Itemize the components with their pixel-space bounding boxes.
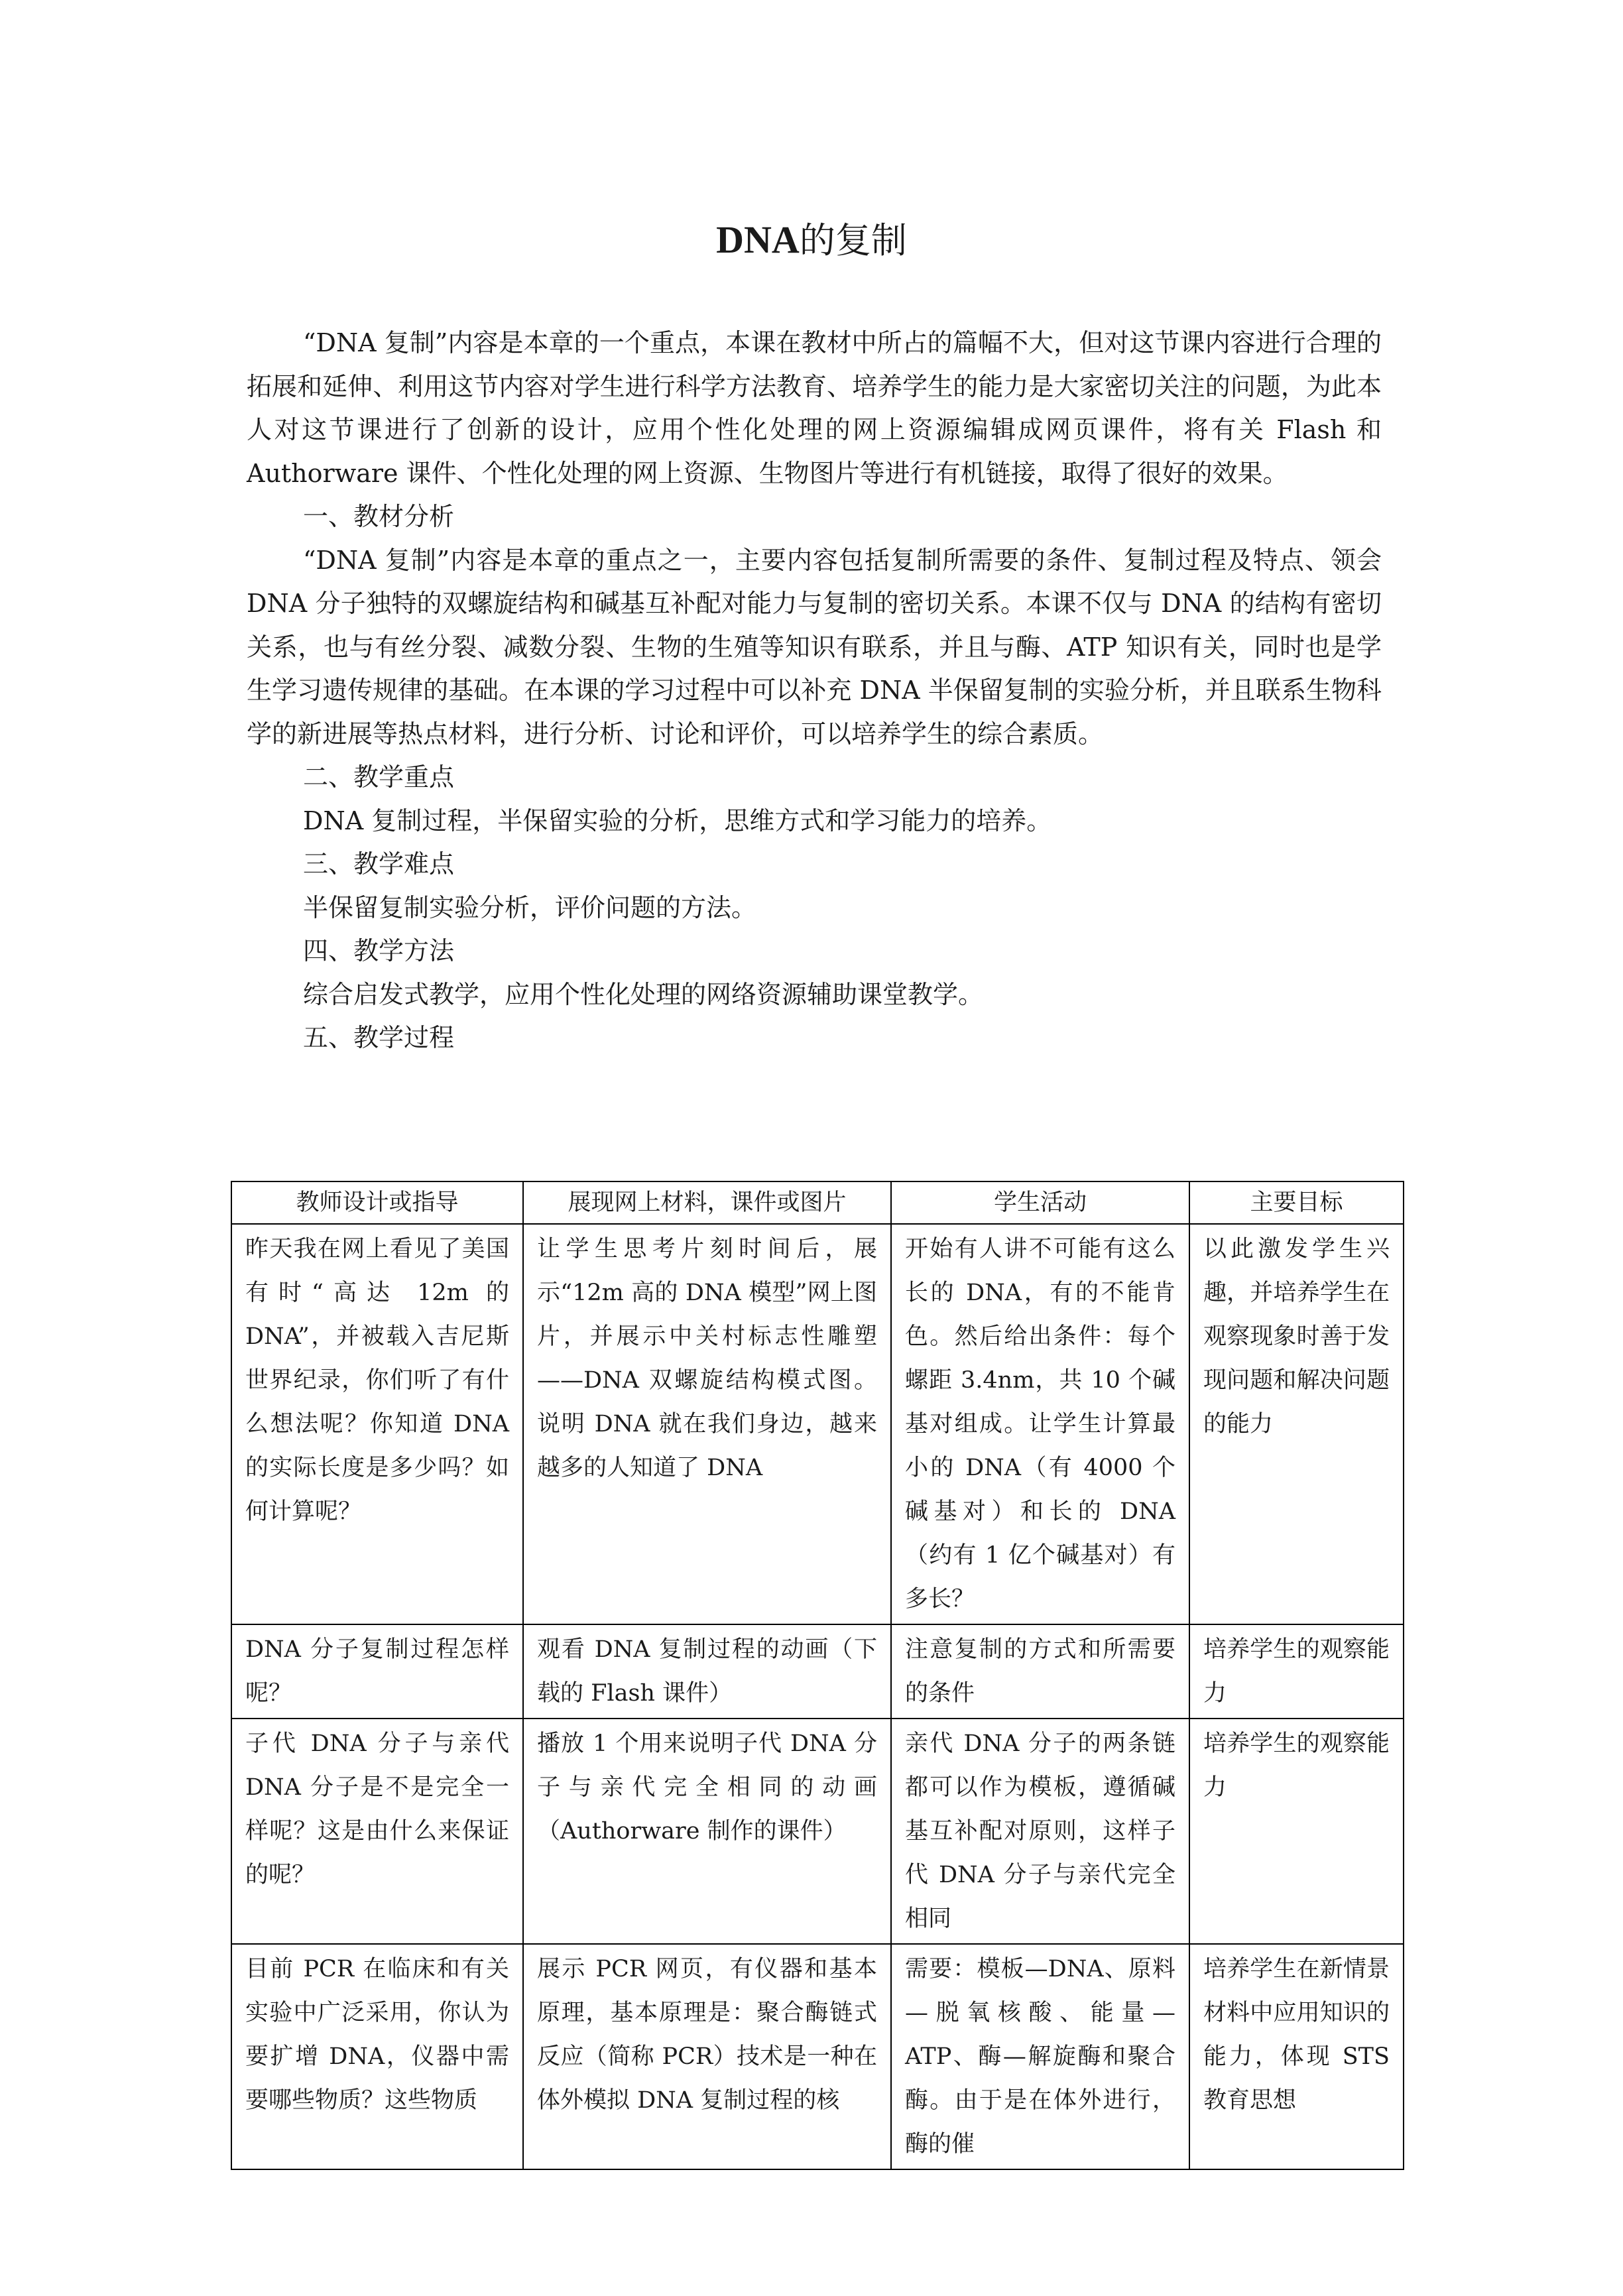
table-cell: 培养学生的观察能力	[1189, 1719, 1404, 1944]
table-row	[231, 1944, 1404, 2169]
table-cell: 以此激发学生兴趣，并培养学生在观察现象时善于发现问题和解决问题的能力	[1189, 1224, 1404, 1624]
page-title	[0, 213, 1623, 267]
table-cell: 注意复制的方式和所需要的条件	[891, 1624, 1189, 1719]
table-header-cell: 教师设计或指导	[231, 1181, 523, 1224]
section-text-2: DNA 复制过程，半保留实验的分析，思维方式和学习能力的培养。	[303, 806, 1052, 835]
table-cell: 让学生思考片刻时间后，展示“12m 高的 DNA 模型”网上图片，并展示中关村标志性雕塑——DNA 双螺旋结构模式图。说明 DNA 就在我们身边，越来越多的人知道了 DNA	[523, 1224, 891, 1624]
table-cell: 昨天我在网上看见了美国有时“高达 12m 的 DNA”，并被载入吉尼斯世界纪录，你们听了有什么想法呢？你知道 DNA 的实际长度是多少吗？如何计算呢？	[231, 1224, 523, 1624]
table-row	[231, 1624, 1404, 1719]
table-cell: 观看 DNA 复制过程的动画（下载的 Flash 课件）	[523, 1624, 891, 1719]
document-body	[247, 322, 1382, 1060]
table-cell: 培养学生的观察能力	[1189, 1624, 1404, 1719]
table-row	[231, 1719, 1404, 1944]
table-cell: 需要：模板—DNA、原料—脱氧核酸、能量—ATP、酶—解旋酶和聚合酶。由于是在体外进行，酶的催	[891, 1944, 1189, 2169]
table-cell: DNA 分子复制过程怎样呢？	[231, 1624, 523, 1719]
teaching-process-table	[231, 1181, 1404, 2170]
title-latin: DNA	[716, 218, 800, 261]
section-text-1: “DNA 复制”内容是本章的重点之一，主要内容包括复制所需要的条件、复制过程及特点、领会 DNA 分子独特的双螺旋结构和碱基互补配对能力与复制的密切关系。本课不仅与 DNA 的结构有密切关系，也与有丝分裂、减数分裂、生物的生殖等知识有联系，并且与酶、ATP 知识有关，同时也是学生学习遗传规律的基础。在本课的学习过程中可以补充 DNA 半保留复制的实验分析，并且联系生物科学的新进展等热点材料，进行分析、讨论和评价，可以培养学生的综合素质。	[247, 545, 1382, 749]
section-heading-1: 一、教材分析	[303, 502, 455, 531]
title-cjk: 的复制	[799, 219, 907, 261]
table-cell: 子代 DNA 分子与亲代 DNA 分子是不是完全一样呢？这是由什么来保证的呢？	[231, 1719, 523, 1944]
table-header-cell: 学生活动	[891, 1181, 1189, 1224]
table-row	[231, 1224, 1404, 1624]
table-cell: 亲代 DNA 分子的两条链都可以作为模板，遵循碱基互补配对原则，这样子代 DNA 分子与亲代完全相同	[891, 1719, 1189, 1944]
table-header-cell: 主要目标	[1189, 1181, 1404, 1224]
table-header-row	[231, 1181, 1404, 1224]
section-heading-5: 五、教学过程	[303, 1023, 455, 1052]
table-cell: 播放 1 个用来说明子代 DNA 分子与亲代完全相同的动画（Authorware 制作的课件）	[523, 1719, 891, 1944]
section-text-4: 综合启发式教学，应用个性化处理的网络资源辅助课堂教学。	[303, 979, 984, 1009]
table-cell: 目前 PCR 在临床和有关实验中广泛采用，你认为要扩增 DNA，仪器中需要哪些物质？这些物质	[231, 1944, 523, 2169]
table-cell: 开始有人讲不可能有这么长的 DNA，有的不能肯色。然后给出条件：每个螺距 3.4nm，共 10 个碱基对组成。让学生计算最小的 DNA（有 4000 个碱基对）和长的 DNA（约有 1 亿个碱基对）有多长？	[891, 1224, 1189, 1624]
intro-paragraph: “DNA 复制”内容是本章的一个重点，本课在教材中所占的篇幅不大，但对这节课内容进行合理的拓展和延伸、利用这节内容对学生进行科学方法教育、培养学生的能力是大家密切关注的问题，为此本人对这节课进行了创新的设计，应用个性化处理的网上资源编辑成网页课件，将有关 Flash 和 Authorware 课件、个性化处理的网上资源、生物图片等进行有机链接，取得了很好的效果。	[247, 328, 1382, 488]
table-cell: 培养学生在新情景材料中应用知识的能力，体现 STS 教育思想	[1189, 1944, 1404, 2169]
section-heading-2: 二、教学重点	[303, 762, 455, 792]
table-cell: 展示 PCR 网页，有仪器和基本原理，基本原理是：聚合酶链式反应（简称 PCR）技术是一种在体外模拟 DNA 复制过程的核	[523, 1944, 891, 2169]
section-heading-3: 三、教学难点	[303, 849, 455, 878]
section-text-3: 半保留复制实验分析，评价问题的方法。	[303, 892, 757, 922]
section-heading-4: 四、教学方法	[303, 936, 455, 965]
table-header-cell: 展现网上材料，课件或图片	[523, 1181, 891, 1224]
